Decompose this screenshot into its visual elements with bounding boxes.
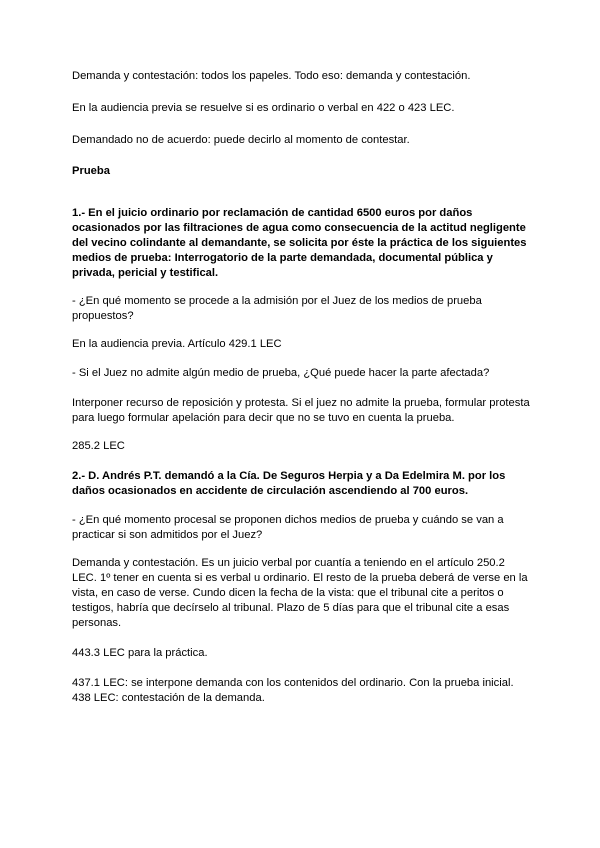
question-2-statement: 2.- D. Andrés P.T. demandó a la Cía. De Seguros Herpia y a Da Edelmira M. por los daños ocasionados en accidente de circulación ascendiendo al 700 euros.: [72, 470, 506, 497]
question-1a: - ¿En qué momento se procede a la admisión por el Juez de los medios de prueba propuestos?: [72, 295, 482, 322]
question-1b: - Si el Juez no admite algún medio de prueba, ¿Qué puede hacer la parte afectada?: [72, 367, 490, 379]
answer-1b: Interponer recurso de reposición y protesta. Si el juez no admite la prueba, formular protesta para luego formular apelación para decir que no se tuvo en cuenta la prueba.: [72, 397, 530, 424]
reference-438: 438 LEC: contestación de la demanda.: [72, 692, 265, 704]
answer-1a: En la audiencia previa. Artículo 429.1 LEC: [72, 338, 282, 350]
question-2: - ¿En qué momento procesal se proponen dichos medios de prueba y cuándo se van a practicar si son admitidos por el Juez?: [72, 514, 504, 541]
reference-443: 443.3 LEC para la práctica.: [72, 647, 208, 659]
paragraph-audiencia: En la audiencia previa se resuelve si es ordinario o verbal en 422 o 423 LEC.: [72, 102, 455, 114]
reference-437: 437.1 LEC: se interpone demanda con los contenidos del ordinario. Con la prueba inicial.: [72, 677, 514, 689]
answer-2: Demanda y contestación. Es un juicio verbal por cuantía a teniendo en el artículo 250.2 LEC. 1º tener en cuenta si es verbal u ordinario. El resto de la prueba deberá de verse en la vista, en caso de verse. Cundo dicen la fecha de la vista: que el tribunal cite a peritos o testigos, habría que decírselo al tribunal. Plazo de 5 días para que el tribunal cite a esas personas.: [72, 557, 528, 629]
paragraph-demandado: Demandado no de acuerdo: puede decirlo al momento de contestar.: [72, 134, 410, 146]
question-1-statement: 1.- En el juicio ordinario por reclamación de cantidad 6500 euros por daños ocasionados por las filtraciones de agua como consecuencia de la actitud negligente del vecino colindante al demandante, se solicita por éste la práctica de los siguientes medios de prueba: Interrogatorio de la parte demandada, documental pública y privada, pericial y testifical.: [72, 207, 527, 279]
section-title-prueba: Prueba: [72, 165, 110, 177]
reference-285: 285.2 LEC: [72, 440, 125, 452]
paragraph-demanda: Demanda y contestación: todos los papeles. Todo eso: demanda y contestación.: [72, 70, 471, 82]
